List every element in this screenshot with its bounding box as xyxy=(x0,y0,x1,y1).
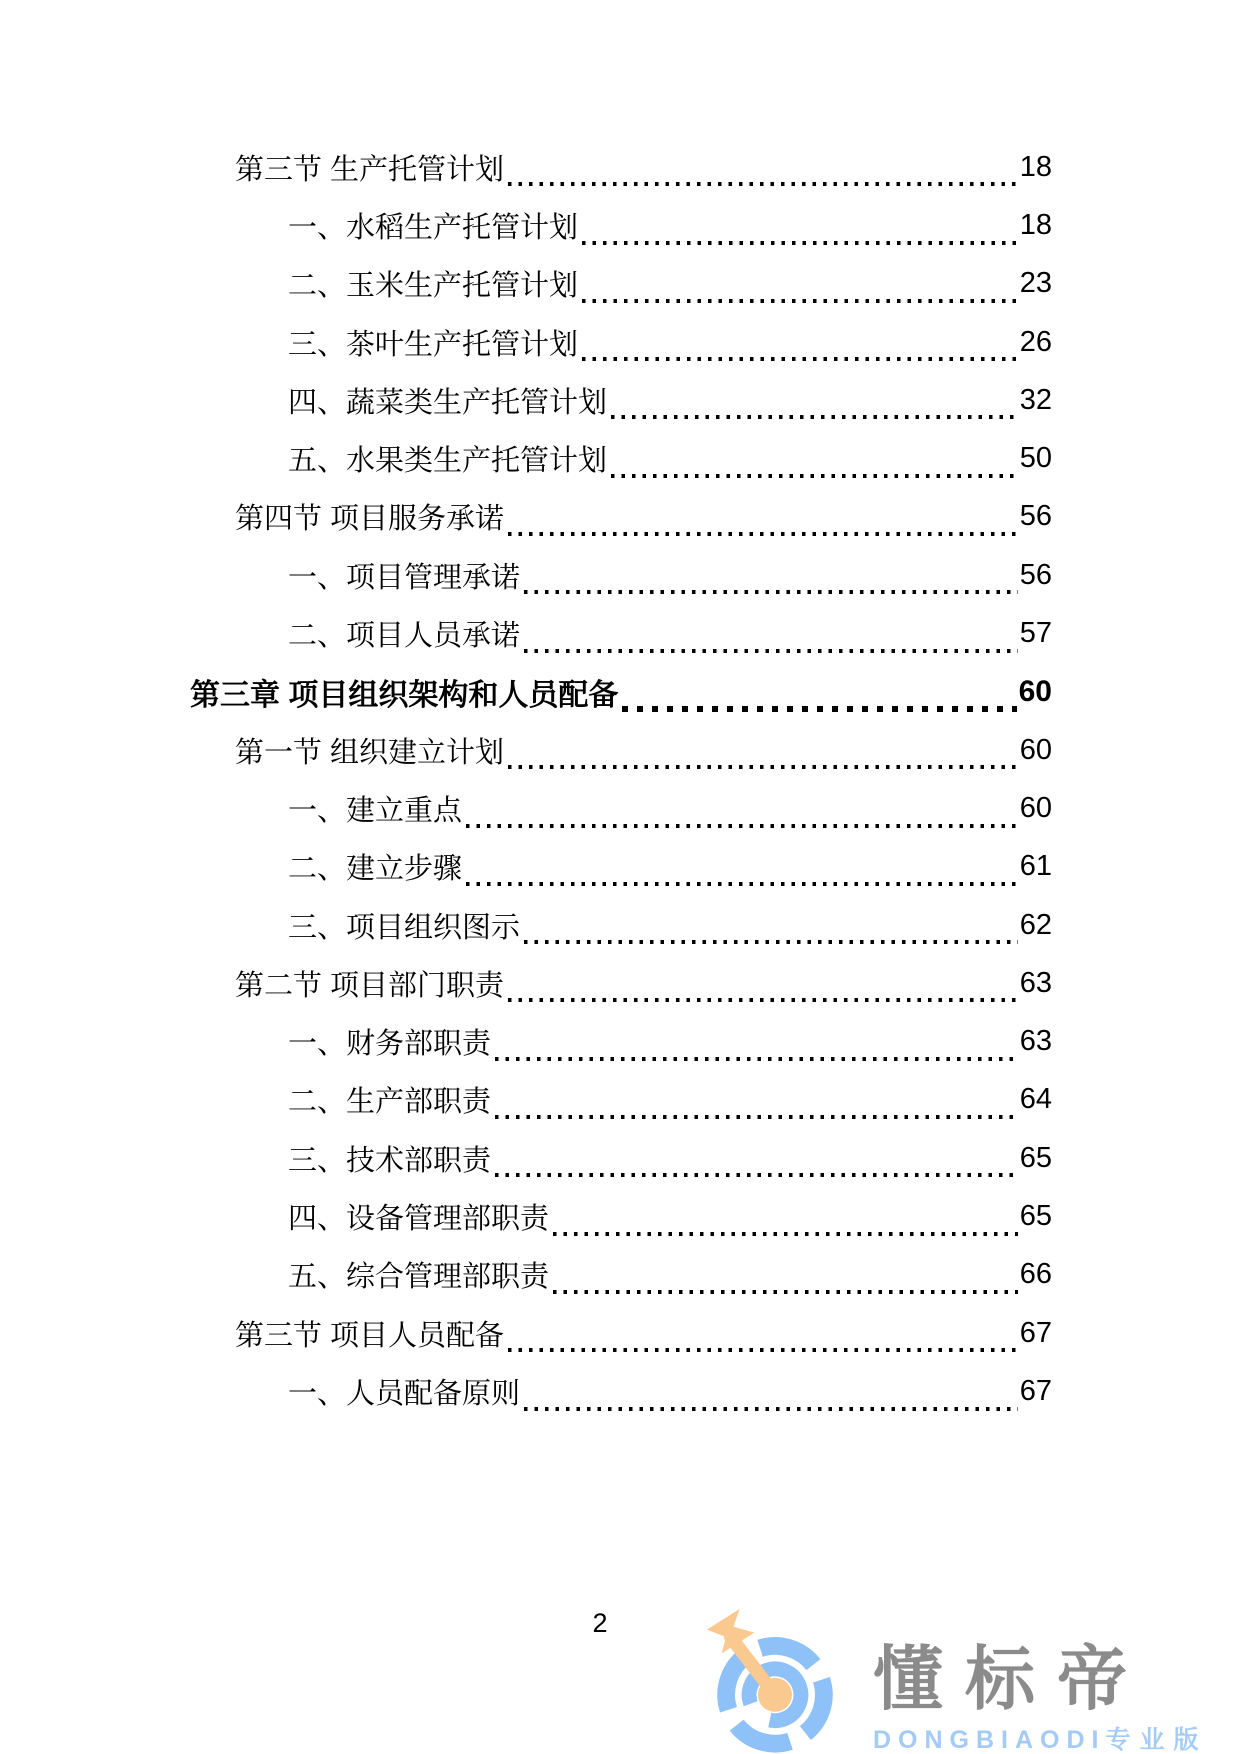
watermark-brand-en xyxy=(873,1720,1208,1754)
toc-entry-label: 一、水稻生产托管计划 xyxy=(288,211,579,244)
toc-entry-label: 第三节 生产托管计划 xyxy=(235,153,505,186)
toc-entry-page: 32 xyxy=(1019,383,1052,416)
toc-leader-dots xyxy=(524,940,1018,944)
watermark-brand-cn: 懂标帝 xyxy=(873,1640,1149,1718)
toc-entry-label: 第四节 项目服务承诺 xyxy=(235,503,505,536)
toc-leader-dots xyxy=(508,998,1018,1002)
toc-entry-item[interactable] xyxy=(0,604,1241,662)
toc-leader-dots xyxy=(524,1407,1018,1411)
toc-leader-dots xyxy=(553,1290,1018,1294)
toc-entry-page: 18 xyxy=(1019,208,1052,241)
toc-entry-label: 三、技术部职责 xyxy=(288,1144,492,1177)
toc-leader-dots xyxy=(553,1232,1018,1236)
toc-leader-dots xyxy=(582,241,1018,245)
toc-entry-section[interactable] xyxy=(0,721,1241,779)
toc-leader-dots xyxy=(508,1348,1018,1352)
toc-leader-dots xyxy=(622,706,1016,712)
toc-entry-label: 五、综合管理部职责 xyxy=(288,1261,550,1294)
toc-leader-dots xyxy=(524,590,1018,594)
toc-entry-item[interactable] xyxy=(0,1129,1241,1187)
toc-entry-item[interactable] xyxy=(0,429,1241,487)
target-with-dart-icon xyxy=(695,1606,855,1754)
toc-leader-dots xyxy=(495,1115,1018,1119)
toc-entry-label: 一、财务部职责 xyxy=(288,1028,492,1061)
toc-entry-page: 67 xyxy=(1019,1374,1052,1407)
toc-entry-label: 二、项目人员承诺 xyxy=(288,620,521,653)
toc-entry-page: 65 xyxy=(1019,1199,1052,1232)
toc-entry-page: 56 xyxy=(1019,558,1052,591)
toc-entry-item[interactable] xyxy=(0,546,1241,604)
toc-entry-label: 二、生产部职责 xyxy=(288,1086,492,1119)
toc-entry-page: 23 xyxy=(1019,267,1052,300)
toc-entry-label: 第三节 项目人员配备 xyxy=(235,1319,505,1352)
toc-leader-dots xyxy=(466,824,1018,828)
toc-entry-chapter[interactable] xyxy=(0,663,1241,721)
toc-entry-page: 56 xyxy=(1019,500,1052,533)
toc-entry-page: 66 xyxy=(1019,1258,1052,1291)
watermark xyxy=(695,1606,1208,1754)
toc-entry-label: 一、项目管理承诺 xyxy=(288,561,521,594)
toc-entry-section[interactable] xyxy=(0,954,1241,1012)
toc-entry-label: 五、水果类生产托管计划 xyxy=(288,445,608,478)
toc-entry-section[interactable] xyxy=(0,488,1241,546)
toc-entry-item[interactable] xyxy=(0,838,1241,896)
toc-entry-page: 18 xyxy=(1019,150,1052,183)
toc-entry-item[interactable] xyxy=(0,1187,1241,1245)
toc-entry-section[interactable] xyxy=(0,1304,1241,1362)
watermark-brand-en-latin: DONGBIAODI xyxy=(873,1726,1106,1754)
toc-leader-dots xyxy=(611,415,1018,419)
watermark-brand-edition: 专业版 xyxy=(1105,1726,1208,1754)
toc-entry-page: 62 xyxy=(1019,908,1052,941)
toc-entry-page: 60 xyxy=(1018,674,1052,708)
toc-entry-item[interactable] xyxy=(0,1012,1241,1070)
toc-leader-dots xyxy=(495,1173,1018,1177)
toc-entry-label: 三、项目组织图示 xyxy=(288,911,521,944)
toc-entry-page: 63 xyxy=(1019,966,1052,999)
toc-entry-label: 二、玉米生产托管计划 xyxy=(288,270,579,303)
toc-entry-item[interactable] xyxy=(0,1071,1241,1129)
toc-entry-page: 63 xyxy=(1019,1025,1052,1058)
toc-leader-dots xyxy=(582,357,1018,361)
toc-entry-page: 57 xyxy=(1019,617,1052,650)
toc-entry-item[interactable] xyxy=(0,196,1241,254)
toc-leader-dots xyxy=(495,1057,1018,1061)
toc-entry-label: 四、设备管理部职责 xyxy=(288,1202,550,1235)
toc-entry-section[interactable] xyxy=(0,138,1241,196)
toc-entry-page: 65 xyxy=(1019,1141,1052,1174)
toc-entry-item[interactable] xyxy=(0,1246,1241,1304)
toc-entry-page: 60 xyxy=(1019,733,1052,766)
toc-entry-page: 26 xyxy=(1019,325,1052,358)
toc-entry-item[interactable] xyxy=(0,1362,1241,1420)
toc-leader-dots xyxy=(582,299,1018,303)
toc-leader-dots xyxy=(611,474,1018,478)
toc-entry-item[interactable] xyxy=(0,313,1241,371)
toc-entry-page: 64 xyxy=(1019,1083,1052,1116)
toc-entry-label: 一、人员配备原则 xyxy=(288,1377,521,1410)
toc-entry-page: 67 xyxy=(1019,1316,1052,1349)
page-number: 2 xyxy=(592,1608,608,1638)
watermark-text xyxy=(873,1606,1208,1754)
toc-leader-dots xyxy=(508,182,1018,186)
toc-entry-label: 四、蔬菜类生产托管计划 xyxy=(288,386,608,419)
toc-entry-item[interactable] xyxy=(0,896,1241,954)
toc-entry-item[interactable] xyxy=(0,255,1241,313)
toc-entry-item[interactable] xyxy=(0,371,1241,429)
toc-entry-page: 61 xyxy=(1019,850,1052,883)
toc-entry-label: 第一节 组织建立计划 xyxy=(235,736,505,769)
toc-entry-label: 第二节 项目部门职责 xyxy=(235,969,505,1002)
toc-leader-dots xyxy=(508,532,1018,536)
toc-leader-dots xyxy=(508,765,1018,769)
toc-entry-label: 三、茶叶生产托管计划 xyxy=(288,328,579,361)
toc-entry-page: 60 xyxy=(1019,791,1052,824)
toc-list xyxy=(0,138,1241,1421)
toc-entry-page: 50 xyxy=(1019,442,1052,475)
toc-entry-label: 第三章 项目组织架构和人员配备 xyxy=(190,678,619,712)
toc-entry-label: 一、建立重点 xyxy=(288,794,463,827)
toc-leader-dots xyxy=(466,882,1018,886)
toc-entry-label: 二、建立步骤 xyxy=(288,853,463,886)
toc-leader-dots xyxy=(524,649,1018,653)
toc-entry-item[interactable] xyxy=(0,779,1241,837)
